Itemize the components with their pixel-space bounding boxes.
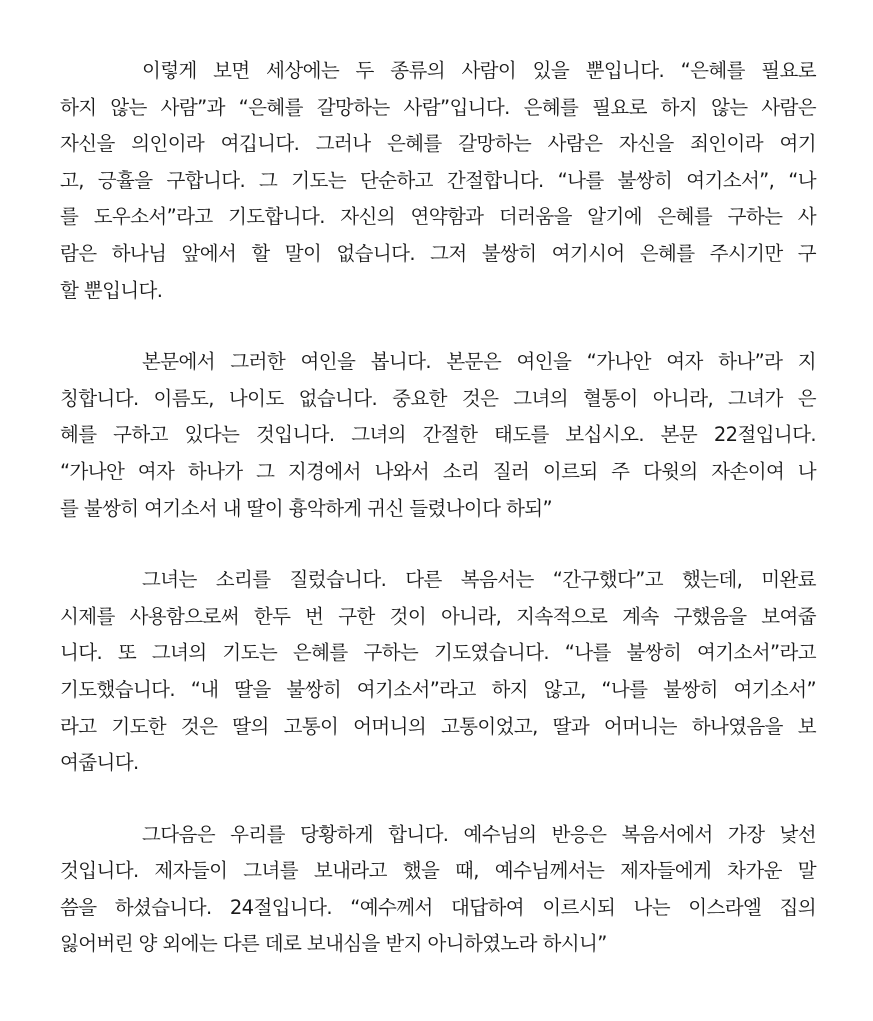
text-line: “가나안 여자 하나가 그 지경에서 나와서 소리 질러 이르되 주 다윗의 자손이여 나 [60,459,816,483]
text-line: 혜를 구하고 있다는 것입니다. 그녀의 간절한 태도를 보십시오. 본문 22절입니다. [60,423,816,447]
text-line: 그다음은 우리를 당황하게 합니다. 예수님의 반응은 복음서에서 가장 낯선 [142,822,816,846]
text-line: 여줍니다. [60,751,139,775]
text-line: 를 불쌍히 여기소서 내 딸이 흉악하게 귀신 들렸나이다 하되” [60,496,552,520]
paragraph-1 [60,53,816,309]
text-line: 칭합니다. 이름도, 나이도 없습니다. 중요한 것은 그녀의 혈통이 아니라, 그녀가 은 [60,386,816,410]
text-line: 이렇게 보면 세상에는 두 종류의 사람이 있을 뿐입니다. “은혜를 필요로 [142,59,816,82]
text-line: 시제를 사용함으로써 한두 번 구한 것이 아니라, 지속적으로 계속 구했음을 보여줍 [60,604,816,628]
document-page [60,53,816,963]
text-line: 본문에서 그러한 여인을 봅니다. 본문은 여인을 “가나안 여자 하나”라 지 [142,350,816,374]
text-line: 할 뿐입니다. [60,278,163,302]
text-line: 것입니다. 제자들이 그녀를 보내라고 했을 때, 예수님께서는 제자들에게 차가운 말 [60,859,816,883]
text-line: 기도했습니다. “내 딸을 불쌍히 여기소서”라고 하지 않고, “나를 불쌍히 여기소서” [60,677,816,701]
text-line: 라고 기도한 것은 딸의 고통이 어머니의 고통이었고, 딸과 어머니는 하나였음을 보 [60,714,816,738]
text-line: 자신을 의인이라 여깁니다. 그러나 은혜를 갈망하는 사람은 자신을 죄인이라 여기 [60,132,816,156]
text-line: 니다. 또 그녀의 기도는 은혜를 구하는 기도였습니다. “나를 불쌍히 여기소서”라고 [60,641,816,665]
text-line: 씀을 하셨습니다. 24절입니다. “예수께서 대답하여 이르시되 나는 이스라엘 집의 [60,895,816,919]
text-line: 람은 하나님 앞에서 할 말이 없습니다. 그저 불쌍히 여기시어 은혜를 주시기만 구 [60,241,816,265]
paragraph-3 [60,562,816,782]
text-line: 고, 긍휼을 구합니다. 그 기도는 단순하고 간절합니다. “나를 불쌍히 여기소서”, “나 [60,168,816,192]
paragraph-4 [60,817,816,963]
paragraph-2 [60,344,816,527]
text-line: 를 도우소서”라고 기도합니다. 자신의 연약함과 더러움을 알기에 은혜를 구하는 사 [60,205,816,229]
text-line: 그녀는 소리를 질렀습니다. 다른 복음서는 “간구했다”고 했는데, 미완료 [142,568,816,592]
text-line: 잃어버린 양 외에는 다른 데로 보내심을 받지 아니하였노라 하시니” [60,932,607,956]
text-line: 하지 않는 사람”과 “은혜를 갈망하는 사람”입니다. 은혜를 필요로 하지 않는 사람은 [60,95,816,119]
